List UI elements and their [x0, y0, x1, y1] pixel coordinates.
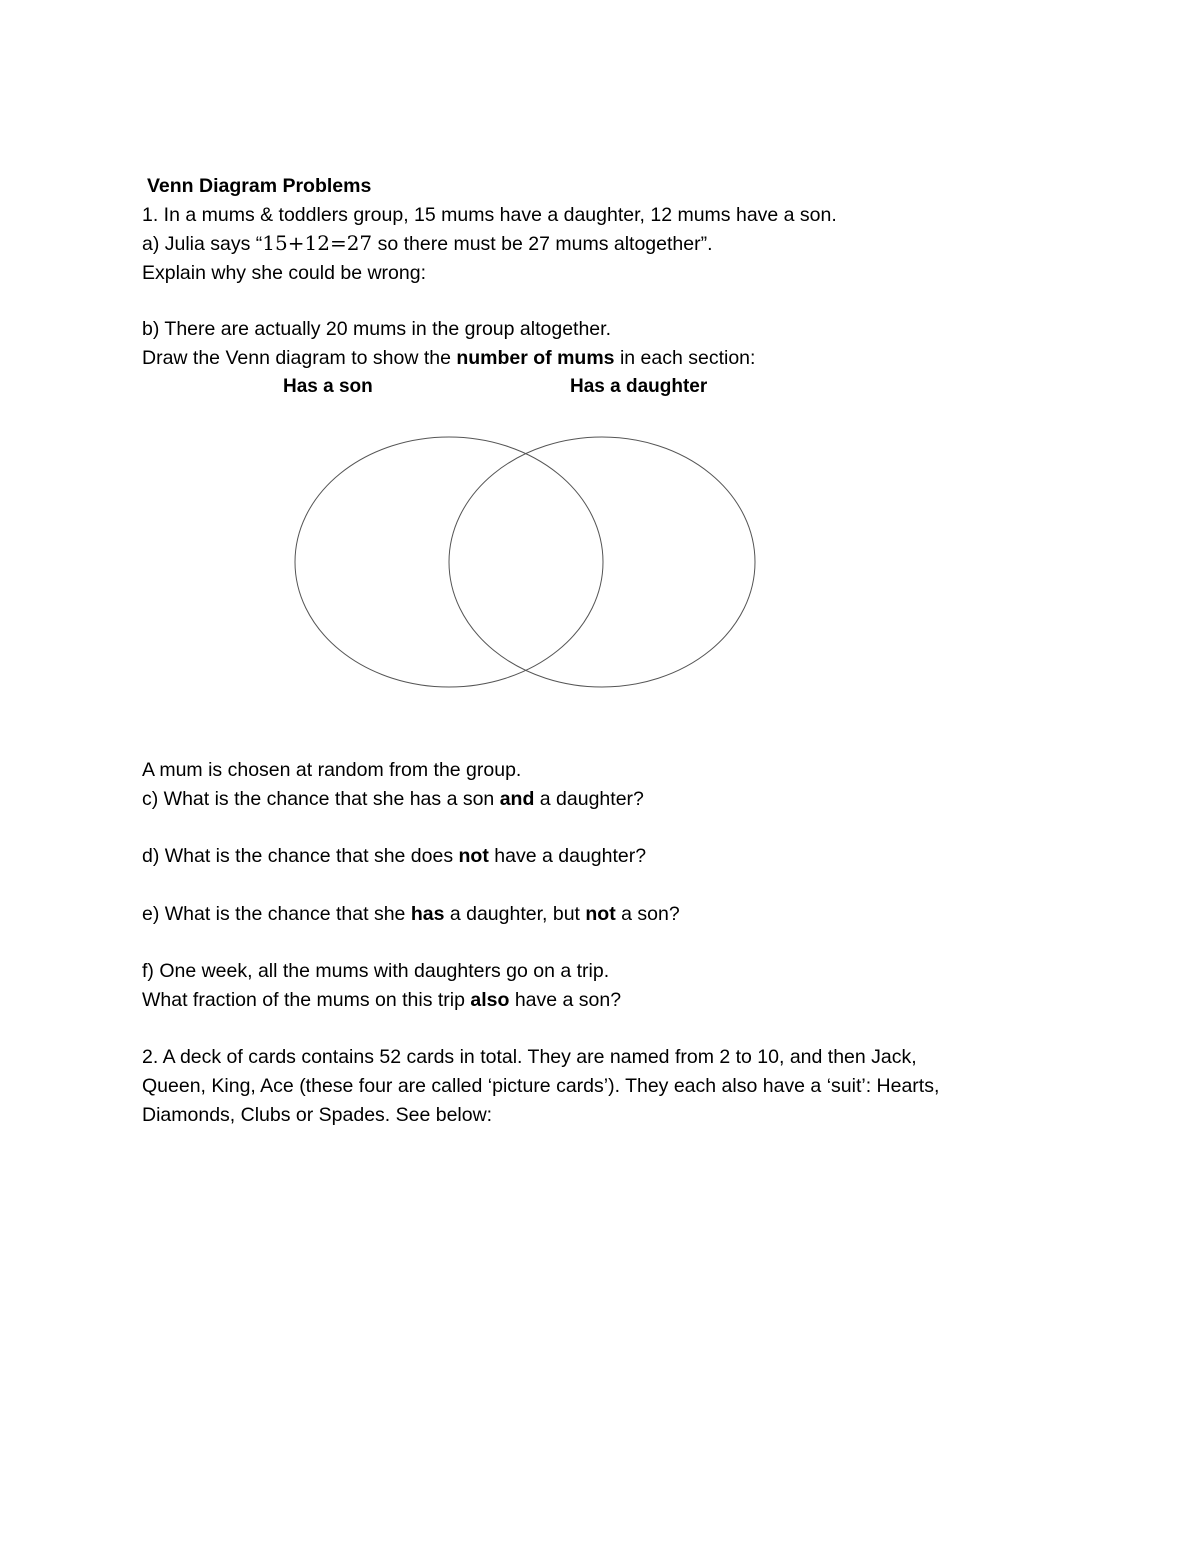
q1-e-suffix: a son?: [615, 903, 680, 925]
q1-a-equation: 15+12=27: [262, 231, 373, 255]
q1-part-d: [142, 844, 646, 868]
q1-b-bold: number of mums: [456, 347, 615, 369]
q1-e-prefix: e) What is the chance that she: [142, 903, 411, 925]
q1-intro: 1. In a mums & toddlers group, 15 mums have a daughter, 12 mums have a son.: [142, 204, 837, 226]
q1-d-bold: not: [458, 845, 489, 867]
venn-circle-daughter: [449, 437, 755, 687]
q1-c-prefix: c) What is the chance that she has a son: [142, 788, 500, 810]
q1-c-suffix: a daughter?: [534, 788, 644, 810]
venn-label-son: Has a son: [283, 376, 373, 397]
q2-line-3: Diamonds, Clubs or Spades. See below:: [142, 1104, 493, 1126]
q1-part-e: [142, 902, 680, 926]
q1-e-bold-has: has: [410, 903, 445, 925]
q1-c-bold: and: [499, 788, 535, 810]
q2-line-2: Queen, King, Ace (these four are called ‘picture cards’). They each also have a ‘suit’: Hearts,: [142, 1075, 940, 1097]
q1-a-suffix: so there must be 27 mums altogether”.: [372, 233, 713, 255]
venn-label-daughter: Has a daughter: [570, 376, 708, 397]
venn-diagram: [0, 0, 1200, 760]
q2-line-1: 2. A deck of cards contains 52 cards in total. They are named from 2 to 10, and then Jack,: [142, 1046, 917, 1068]
q1-b-prefix: Draw the Venn diagram to show the: [142, 347, 457, 369]
q1-random-intro: A mum is chosen at random from the group.: [142, 759, 522, 781]
q1-d-suffix: have a daughter?: [488, 845, 647, 867]
page-title: Venn Diagram Problems: [147, 175, 372, 197]
q1-part-f: f) One week, all the mums with daughters go on a trip.: [142, 960, 610, 982]
q1-f-prefix: What fraction of the mums on this trip: [142, 989, 471, 1011]
q1-f-bold: also: [470, 989, 510, 1011]
q1-a-prefix: a) Julia says “: [142, 233, 263, 255]
q1-e-bold-not: not: [585, 903, 616, 925]
q1-f-question: [142, 988, 621, 1012]
q1-b-suffix: in each section:: [614, 347, 756, 369]
q1-a-explain: Explain why she could be wrong:: [142, 262, 426, 284]
q1-part-b: b) There are actually 20 mums in the group altogether.: [142, 318, 611, 340]
q1-d-prefix: d) What is the chance that she does: [142, 845, 459, 867]
q1-f-suffix: have a son?: [509, 989, 622, 1011]
q1-part-c: [142, 787, 644, 811]
q1-e-mid: a daughter, but: [444, 903, 586, 925]
